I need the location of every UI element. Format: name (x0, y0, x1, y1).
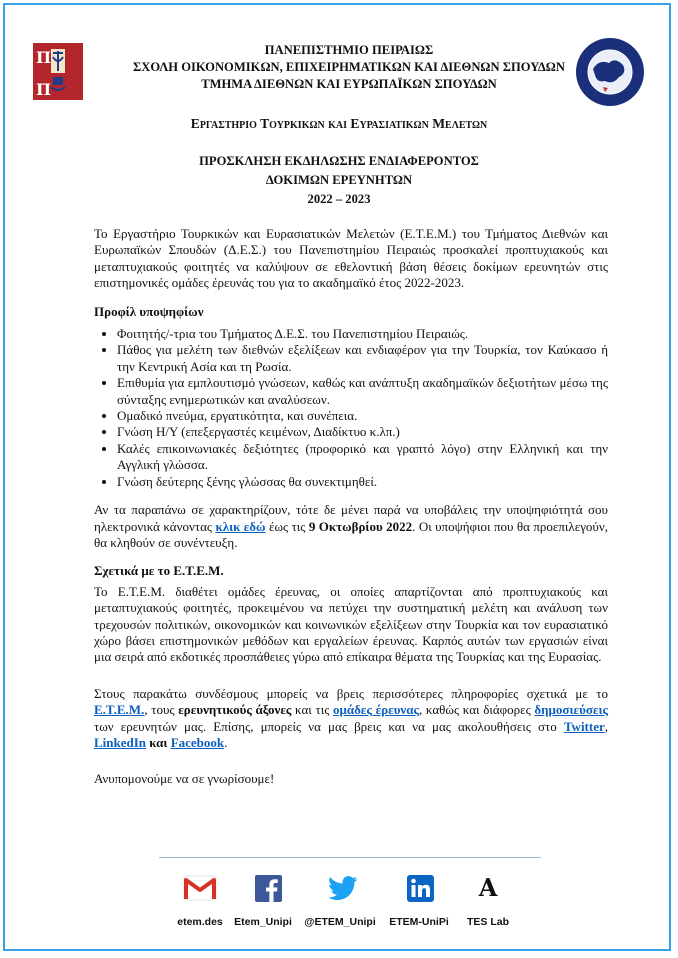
academia-label: TES Lab (466, 916, 509, 928)
profile-heading: Προφίλ υποψηφίων (94, 303, 204, 319)
list-item: • Γνώση δεύτερης ξένης γλώσσας θα συνεκτιμηθεί. (117, 474, 608, 490)
deadline-date: 9 Οκτωβρίου 2022 (308, 518, 413, 534)
list-item: • Γνώση Η/Υ (επεξεργαστές κειμένων, Διαδίκτυο κ.λπ.) (117, 424, 608, 440)
facebook-icon[interactable] (250, 873, 286, 903)
list-item: • Πάθος για μελέτη των διεθνών εξελίξεων και ενδιαφέρον για την Τουρκία, τον Καύκασο ή την Κεντρική Ασία και τη Ρωσία. (117, 342, 608, 375)
lab-title: Εργαστηριο Τουρκικων και Ευρασιατικων Μελετων (190, 116, 488, 131)
gmail-label: etem.des (177, 916, 223, 928)
document-body (94, 226, 608, 788)
academia-icon[interactable] (470, 873, 506, 903)
linkedin-link[interactable]: LinkedIn (94, 734, 147, 750)
department-name: ΤΜΗΜΑ ΔΙΕΘΝΩΝ ΚΑΙ ΕΥΡΩΠΑΪΚΩΝ ΣΠΟΥΔΩΝ (201, 77, 497, 91)
twitter-label: @ETEM_Unipi (304, 916, 376, 928)
list-item: • Καλές επικοινωνιακές δεξιότητες (προφορικό και γραπτό λόγο) στην Ελληνική και την Αγγλική γλώσσα. (117, 441, 608, 474)
research-axes-text: ερευνητικούς άξονες (178, 702, 292, 718)
gmail-icon[interactable] (182, 873, 218, 903)
publications-link[interactable]: δημοσιεύσεις (534, 702, 608, 718)
apply-link[interactable]: κλικ εδώ (215, 518, 266, 534)
call-title-line2: ΔΟΚΙΜΩΝ ΕΡΕΥΝΗΤΩΝ (265, 173, 413, 187)
links-paragraph: Στους παρακάτω συνδέσμους μπορείς να βρεις περισσότερες πληροφορίες σχετικά με το Ε.Τ.Ε.Μ., τους ερευνητικούς άξονες και τις ομάδες έρευνας, καθώς και διάφορες δημοσιεύσεις των ερευνητών μας. Επίσης, μπορείς να μας βρεις και να μας ακολουθήσεις στο Twitter, LinkedIn και Facebook. (94, 685, 608, 750)
profile-list (94, 326, 608, 490)
etem-link[interactable]: Ε.Τ.Ε.Μ. (94, 702, 145, 718)
svg-text:Π: Π (36, 80, 52, 99)
research-groups-link[interactable]: ομάδες έρευνας (333, 702, 419, 718)
call-title-line1: ΠΡΟΣΚΛΗΣΗ ΕΚΔΗΛΩΣΗΣ ΕΝΔΙΑΦΕΡΟΝΤΟΣ (199, 154, 479, 168)
footer-divider (159, 857, 541, 858)
svg-text:Π: Π (36, 48, 52, 67)
call-title-year: 2022 – 2023 (307, 192, 371, 206)
facebook-link[interactable]: Facebook (170, 734, 225, 750)
twitter-icon[interactable] (325, 873, 361, 903)
about-heading: Σχετικά με το Ε.Τ.Ε.Μ. (94, 563, 224, 579)
apply-paragraph: Αν τα παραπάνω σε χαρακτηρίζουν, τότε δε μένει παρά να υποβάλεις την υποψηφιότητά σου ηλεκτρονικά κάνοντας κλικ εδώ έως τις 9 Οκτωβρίου 2022. Οι υποψήφιοι που θα προεπιλεγούν, θα κληθούν σε συνέντευξη. (94, 502, 608, 550)
closing-line: Ανυπομονούμε να σε γνωρίσουμε! (94, 771, 275, 787)
facebook-label: Etem_Unipi (234, 916, 292, 928)
university-name: ΠΑΝΕΠΙΣΤΗΜΙΟ ΠΕΙΡΑΙΩΣ (264, 43, 434, 57)
twitter-link[interactable]: Twitter (563, 718, 605, 734)
intro-paragraph: Το Εργαστήριο Τουρκικών και Ευρασιατικών Μελετών (Ε.Τ.Ε.Μ.) του Τμήματος Διεθνών και Ευρωπαϊκών Σπουδών (Δ.Ε.Σ.) του Πανεπιστημίου Πειραιώς προσκαλεί προπτυχιακούς και μεταπτυχιακούς φοιτητές να καλύψουν σε εθελοντική βάση θέσεις δοκίμων ερευνητών στις επιστημονικές ομάδες έρευνάς του για το ακαδημαϊκό έτος 2022-2023. (94, 226, 608, 291)
linkedin-label: ETEM-UniPi (389, 916, 449, 928)
linkedin-icon[interactable] (402, 873, 438, 903)
university-logo (33, 43, 83, 100)
list-item: • Φοιτητής/-τρια του Τμήματος Δ.Ε.Σ. του Πανεπιστημίου Πειραιώς. (117, 326, 608, 342)
svg-text:A: A (478, 875, 498, 901)
about-paragraph: Το Ε.Τ.Ε.Μ. διαθέτει ομάδες έρευνας, οι οποίες απαρτίζονται από προπτυχιακούς και μεταπτυχιακούς φοιτητές, προκειμένου να πετύχει την συστηματική μελέτη και ανάλυση των τρεχουσών πολιτικών, οικονομικών και κοινωνικών εξελίξεων στην Τουρκία και τον ευρασιατικό χώρο βάσει επιστημονικών μεθόδων και εργαλείων έρευνας. Καρπός αυτών των εργασιών είναι μια σειρά από εκδοτικές προσπάθειες γύρω από επίκαιρα θέματα της Τουρκίας και της Ευρασίας. (94, 583, 608, 665)
list-item: • Ομαδικό πνεύμα, εργατικότητα, και συνέπεια. (117, 408, 608, 424)
list-item: • Επιθυμία για εμπλουτισμό γνώσεων, καθώς και ανάπτυξη ακαδημαϊκών δεξιοτήτων μέσω της σύνταξης ενημερωτικών και αναλύσεων. (117, 375, 608, 408)
school-name: ΣΧΟΛΗ ΟΙΚΟΝΟΜΙΚΩΝ, ΕΠΙΧΕΙΡΗΜΑΤΙΚΩΝ ΚΑΙ ΔΙΕΘΝΩΝ ΣΠΟΥΔΩΝ (133, 60, 565, 74)
university-header (100, 42, 598, 93)
call-title (100, 152, 578, 209)
